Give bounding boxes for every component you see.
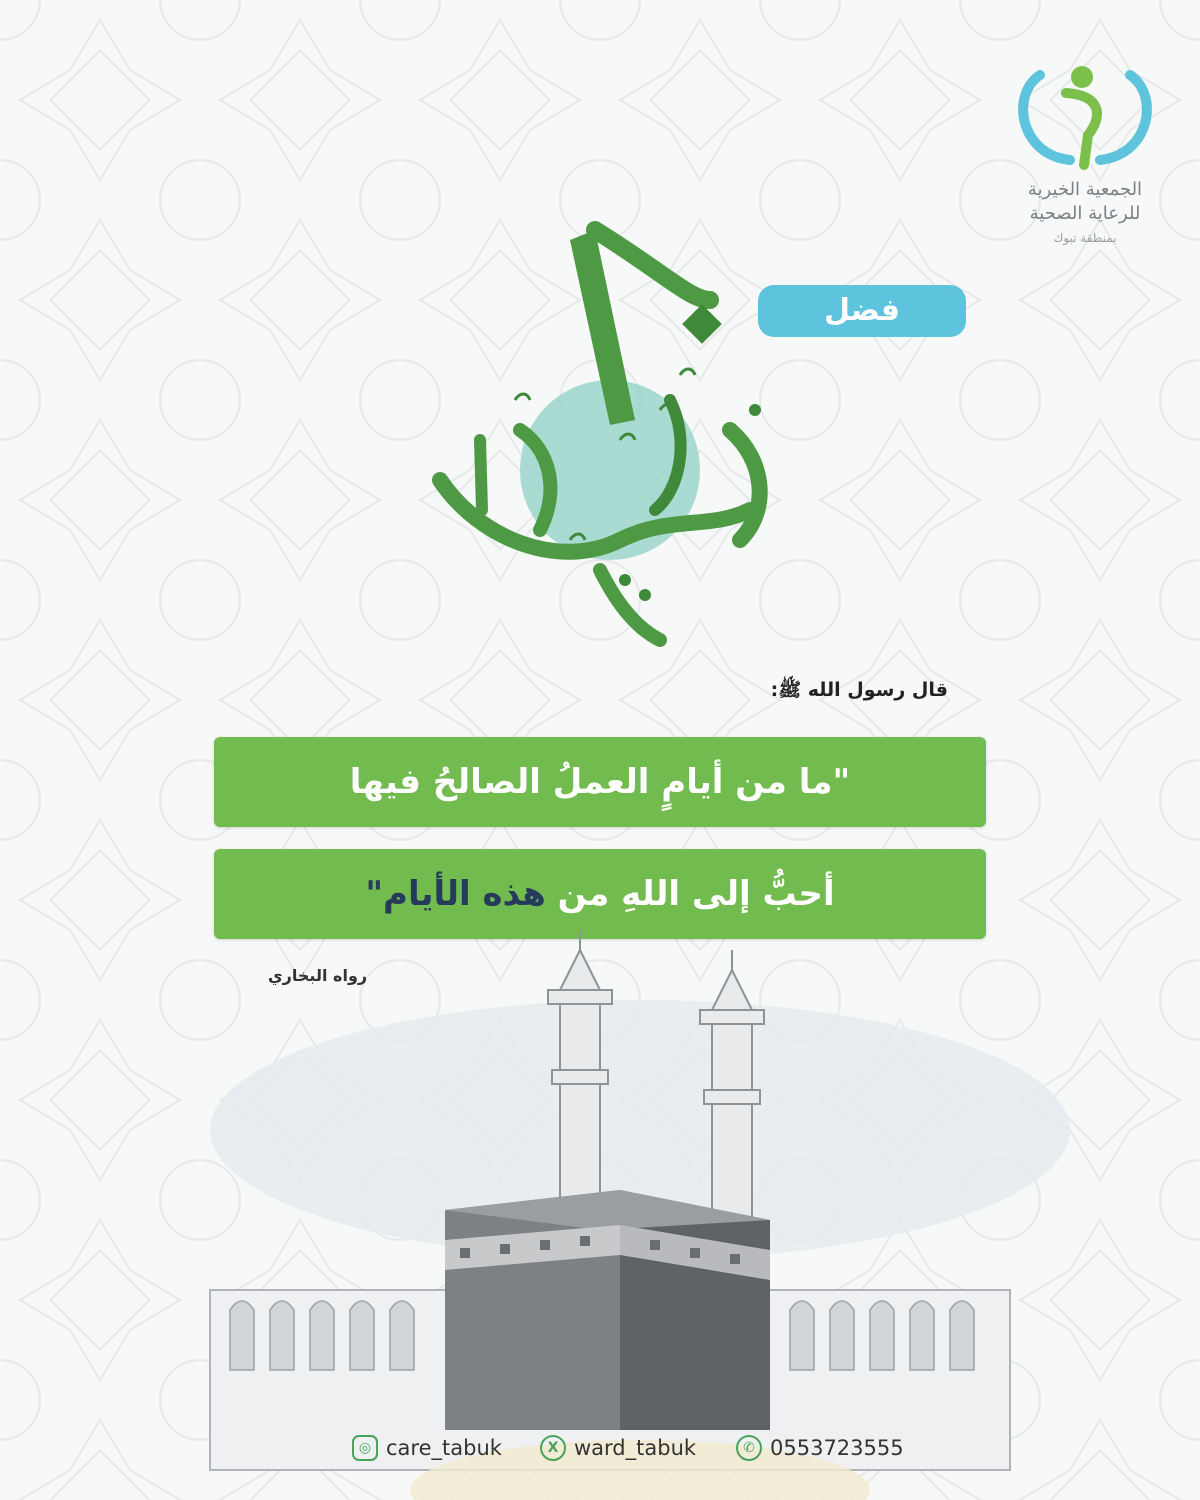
- hadith-line-1-text: "ما من أيامٍ العملُ الصالحُ فيها: [349, 762, 851, 802]
- phone-contact[interactable]: [736, 1430, 904, 1466]
- x-contact[interactable]: [540, 1430, 696, 1466]
- instagram-handle: care_tabuk: [386, 1436, 502, 1460]
- phone-number: 0553723555: [770, 1436, 904, 1460]
- phone-icon: ✆: [736, 1435, 762, 1461]
- logo-line-2: للرعاية الصحية: [1029, 203, 1141, 224]
- hadith-line-2-part2: هذه الأيام": [365, 874, 546, 914]
- hadith-line-2-part1: أحبُّ إلى اللهِ من: [557, 874, 835, 914]
- kaaba-illustration: [0, 930, 1200, 1500]
- organization-logo: [1000, 55, 1170, 270]
- logo-line-3: بمنطقة تبوك: [1053, 231, 1117, 245]
- instagram-icon: ◎: [352, 1435, 378, 1461]
- x-handle: ward_tabuk: [574, 1436, 697, 1460]
- instagram-contact[interactable]: [352, 1430, 502, 1466]
- x-icon: X: [540, 1435, 566, 1461]
- logo-line-1: الجمعية الخيرية: [1027, 179, 1143, 200]
- dhul-hijjah-calligraphy: [420, 210, 800, 670]
- contact-footer: [0, 1430, 1200, 1470]
- hadith-line-2: [214, 849, 986, 939]
- fadl-badge: فضل: [758, 285, 966, 337]
- logo-emblem-icon: [1000, 55, 1170, 175]
- hadith-intro: قال رسول الله ﷺ:: [770, 679, 948, 701]
- hadith-source: رواه البخاري: [268, 966, 368, 985]
- hadith-line-1: [214, 737, 986, 827]
